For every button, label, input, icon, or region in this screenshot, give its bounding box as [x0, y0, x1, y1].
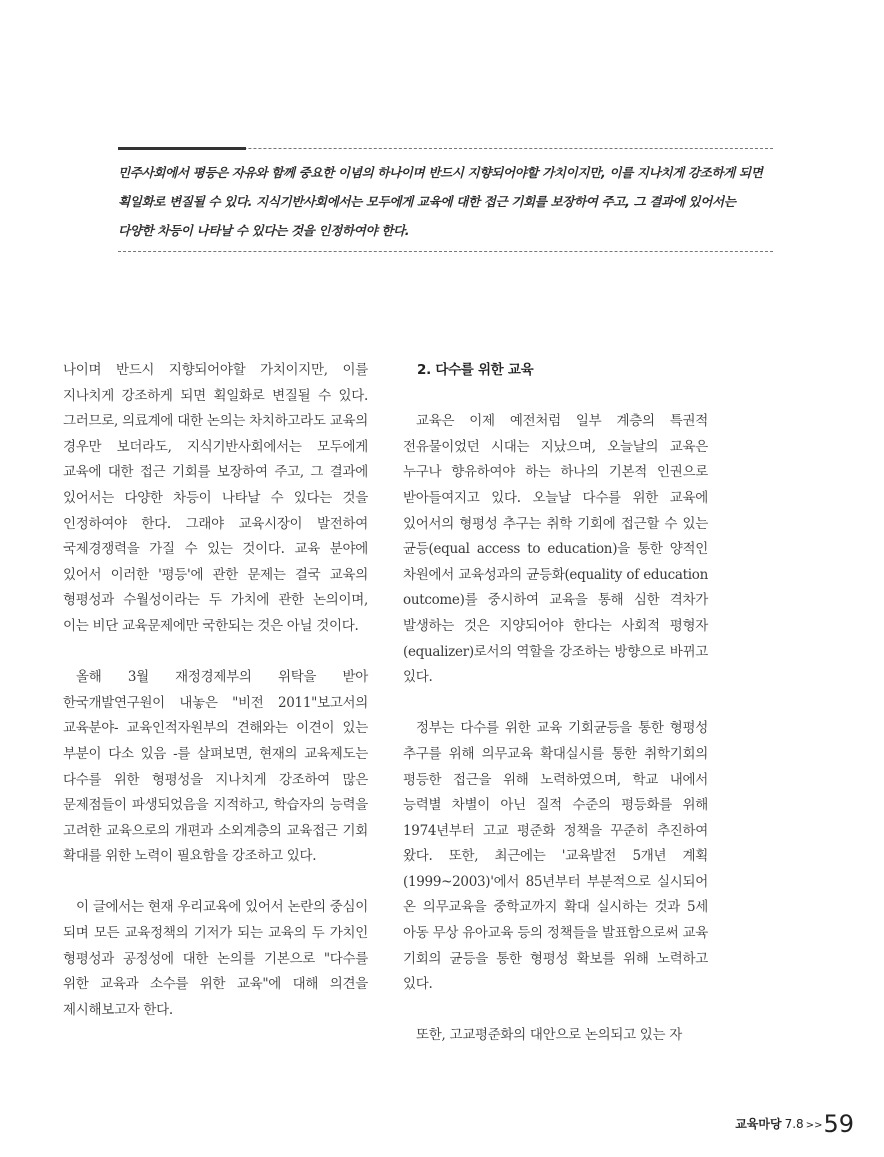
left-paragraph-2: 올해 3월 재정경제부의 위탁을 받아 한국개발연구원이 내놓은 "비전 2011"보고서의 교육분야- 교육인적자원부의 견해와는 이견이 있는 부분이 다소 있음 -를 살펴보면, 현재의 교육제도는 다수를 위한 형평성을 지나치게 강조하여 많은 문제점들이 파생되었음을 지적하고, 학습자의 능력을 고려한 교육으로의 개편과 소외계층의 교육접근 기회 확대를 위한 노력이 필요함을 강조하고 있다. [63, 669, 368, 865]
paragraph-gap [63, 870, 368, 896]
pull-quote [118, 148, 773, 252]
pull-quote-accent-bar [118, 147, 246, 150]
section-heading: 2. 다수를 위한 교육 [417, 362, 534, 378]
paragraph-gap [403, 691, 708, 717]
paragraph-gap [403, 998, 708, 1024]
pull-quote-text: 민주사회에서 평등은 자유와 함께 중요한 이념의 하나이며 반드시 지향되어야할 가치이지만, 이를 지나치게 강조하게 되면 획일화로 변질될 수 있다. 지식기반사회에서는 모두에게 교육에 대한 접근 기회를 보장하여 주고, 그 결과에 있어서는 다양한 차등이 나타날 수 있다는 것을 인정하여야 한다. [118, 165, 763, 238]
left-paragraph-3: 이 글에서는 현재 우리교육에 있어서 논란의 중심이 되며 모든 교육정책의 기저가 되는 교육의 두 가치인 형평성과 공정성에 대한 논의를 기본으로 "다수를 위한 교육과 소수를 위한 교육"에 대해 의견을 제시해보고자 한다. [63, 899, 368, 1018]
paragraph-gap [403, 384, 708, 410]
page-footer [735, 1110, 854, 1138]
magazine-name: 교육마당 [735, 1117, 782, 1131]
issue-number: 7.8 [784, 1117, 804, 1131]
left-paragraph-1: 나이며 반드시 지향되어야할 가치이지만, 이를 지나치게 강조하게 되면 획일화로 변질될 수 있다. 그러므로, 의료계에 대한 논의는 차치하고라도 교육의 경우만 보더라도, 지식기반사회에서는 모두에게 교육에 대한 접근 기회를 보장하여 주고, 그 결과에 있어서는 다양한 차등이 나타날 수 있다는 것을 인정하여야 한다. 그래야 교육시장이 발전하여 국제경쟁력을 가질 수 있는 것이다. 교육 분야에 있어서 이러한 '평등'에 관한 문제는 결국 교육의 형평성과 수월성이라는 두 가치에 관한 논의이며, 이는 비단 교육문제에만 국한되는 것은 아닐 것이다. [63, 362, 368, 634]
paragraph-gap [63, 640, 368, 666]
right-paragraph-3: 또한, 고교평준화의 대안으로 논의되고 있는 자 [416, 1027, 683, 1044]
right-paragraph-1: 교육은 이제 예전처럼 일부 계층의 특권적 전유물이었던 시대는 지났으며, 오늘날의 교육은 누구나 향유하여야 하는 하나의 기본적 인권으로 받아들여지고 있다. 오늘날 다수를 위한 교육에 있어서의 형평성 추구는 취학 기회에 접근할 수 있는 균등(equal access to education)을 통한 양적인 차원에서 교육성과의 균등화(equality of education outcome)를 중시하여 교육을 통해 심한 격차가 발생하는 것은 지양되어야 한다는 사회적 평형자(equalizer)로서의 역할을 강조하는 방향으로 바뀌고 있다. [403, 413, 708, 686]
left-column [63, 358, 368, 1023]
right-paragraph-2: 정부는 다수를 위한 교육 기회균등을 통한 형평성 추구를 위해 의무교육 확대실시를 통한 취학기회의 평등한 접근을 위해 노력하였으며, 학교 내에서 능력별 차별이 아닌 질적 수준의 평등화를 위해 1974년부터 고교 평준화 정책을 꾸준히 추진하여 왔다. 또한, 최근에는 '교육발전 5개년 계획(1999~2003)'에서 85년부터 부분적으로 실시되어 온 의무교육을 중학교까지 확대 실시하는 것과 5세 아동 무상 유아교육 등의 정책들을 발표함으로써 교육 기회의 균등을 통한 형평성 확보를 위해 노력하고 있다. [403, 720, 708, 993]
page-number: 59 [823, 1110, 854, 1138]
arrows-glyph: >> [805, 1120, 823, 1131]
right-column [403, 358, 708, 1049]
